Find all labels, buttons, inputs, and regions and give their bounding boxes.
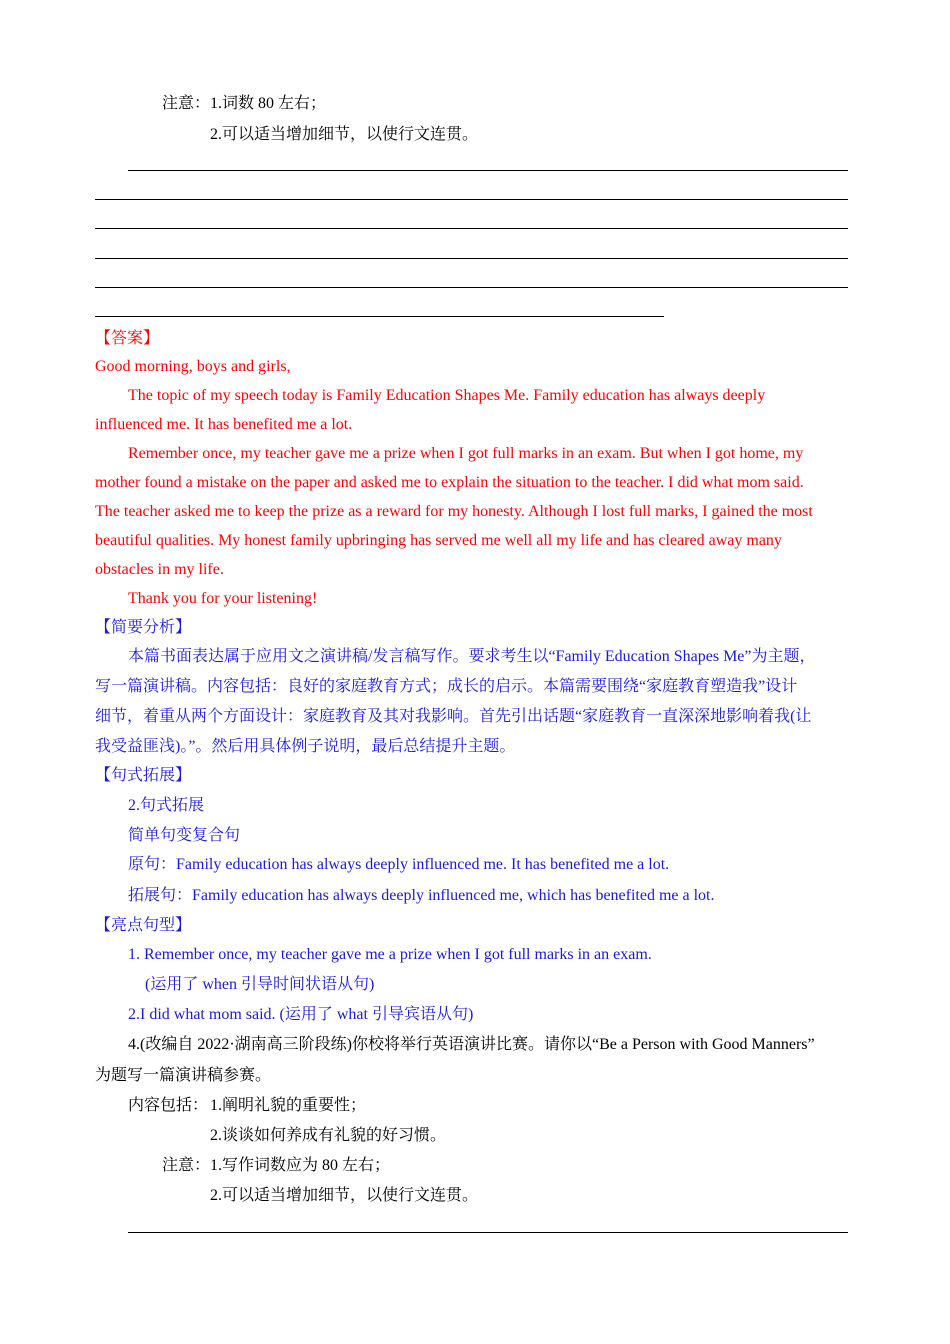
content-item-2: 2.谈谈如何养成有礼貌的好习惯。 — [210, 1127, 447, 1144]
highlights-line: 2.I did what mom said. (运用了 what 引导宾语从句) — [128, 1006, 474, 1023]
note-item-1: 1.写作词数应为 80 左右； — [210, 1157, 391, 1174]
writing-line — [128, 1232, 848, 1233]
answer-line: The teacher asked me to keep the prize as a reward for my honesty. Although I lost full marks, I gained the most — [95, 503, 813, 520]
writing-line — [95, 287, 848, 288]
expansion-line: 拓展句：Family education has always deeply influenced me, which has benefited me a lot. — [128, 887, 715, 904]
notes-item-1: 1.词数 80 左右； — [210, 95, 327, 112]
analysis-line: 细节，着重从两个方面设计：家庭教育及其对我影响。首先引出话题“家庭教育一直深深地影响着我(让 — [95, 708, 812, 725]
content-label: 内容包括： — [128, 1097, 209, 1114]
writing-line — [95, 316, 664, 317]
analysis-line: 本篇书面表达属于应用文之演讲稿/发言稿写作。要求考生以“Family Education Shapes Me”为主题， — [128, 648, 816, 665]
answer-line: beautiful qualities. My honest family upbringing has served me well all my life and has cleared away many — [95, 532, 782, 549]
answer-line: mother found a mistake on the paper and asked me to explain the situation to the teacher. I did what mom said. — [95, 474, 804, 491]
answer-line: obstacles in my life. — [95, 561, 224, 578]
expansion-line: 原句：Family education has always deeply influenced me. It has benefited me a lot. — [128, 856, 670, 873]
answer-heading: 【答案】 — [95, 330, 160, 347]
note-label: 注意： — [162, 1157, 211, 1174]
analysis-line: 写一篇演讲稿。内容包括：良好的家庭教育方式；成长的启示。本篇需要围绕“家庭教育塑造我”设计 — [95, 678, 798, 695]
answer-line: influenced me. It has benefited me a lot. — [95, 416, 353, 433]
answer-line: Good morning, boys and girls, — [95, 358, 291, 375]
expansion-line: 简单句变复合句 — [128, 827, 241, 844]
answer-line: The topic of my speech today is Family Education Shapes Me. Family education has always deeply — [128, 387, 766, 404]
answer-line: Thank you for your listening! — [128, 590, 318, 607]
analysis-heading: 【简要分析】 — [95, 619, 192, 636]
writing-line — [95, 258, 848, 259]
expansion-line: 2.句式拓展 — [128, 797, 205, 814]
note-item-2: 2.可以适当增加细节，以使行文连贯。 — [210, 1187, 479, 1204]
answer-line: Remember once, my teacher gave me a prize when I got full marks in an exam. But when I got home, my — [128, 445, 804, 462]
notes-label: 注意： — [162, 95, 211, 112]
content-item-1: 1.阐明礼貌的重要性； — [210, 1097, 367, 1114]
writing-line — [128, 170, 848, 171]
highlights-line: (运用了 when 引导时间状语从句) — [145, 976, 375, 993]
notes-item-2: 2.可以适当增加细节，以使行文连贯。 — [210, 126, 479, 143]
writing-line — [95, 228, 848, 229]
question-prompt: 4.(改编自 2022·湖南高三阶段练)你校将举行英语演讲比赛。请你以“Be a Person with Good Manners” — [128, 1036, 815, 1053]
writing-line — [95, 199, 848, 200]
question-prompt: 为题写一篇演讲稿参赛。 — [95, 1067, 272, 1084]
highlights-heading: 【亮点句型】 — [95, 917, 192, 934]
analysis-line: 我受益匪浅)。”。然后用具体例子说明，最后总结提升主题。 — [95, 738, 516, 755]
expansion-heading: 【句式拓展】 — [95, 767, 192, 784]
highlights-line: 1. Remember once, my teacher gave me a prize when I got full marks in an exam. — [128, 946, 652, 963]
